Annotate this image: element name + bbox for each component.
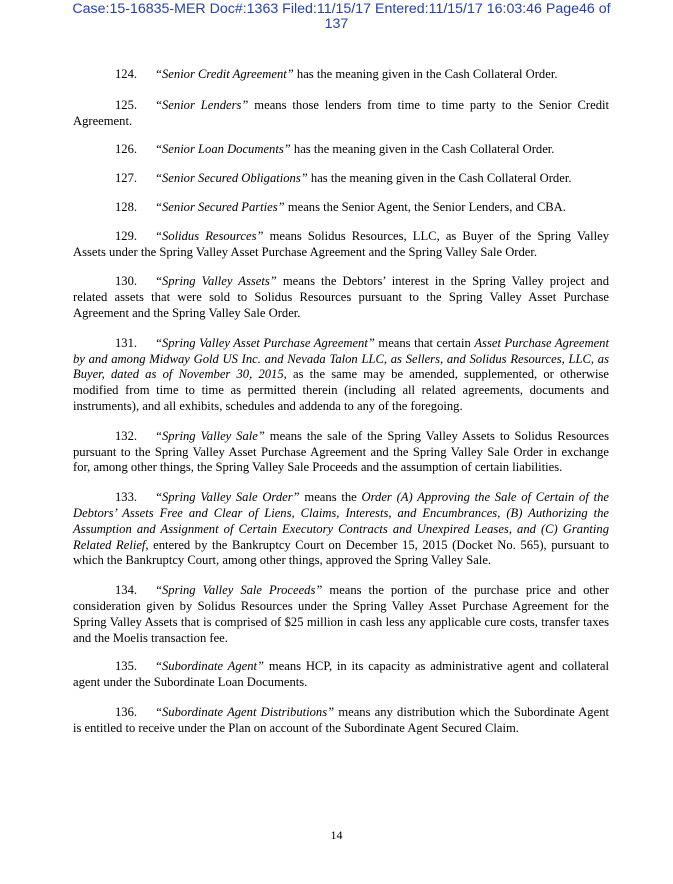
definition-number: 124.: [115, 67, 138, 81]
definition-number: 128.: [115, 199, 138, 214]
definition-number: 135.: [115, 659, 138, 674]
definition-number: 132.: [115, 428, 138, 443]
defined-term: “Senior Secured Parties”: [155, 199, 285, 214]
defined-term: “Subordinate Agent”: [155, 659, 265, 674]
defined-term: “Spring Valley Asset Purchase Agreement”: [155, 335, 375, 350]
defined-term: “Spring Valley Sale Proceeds”: [155, 583, 323, 598]
definition-paragraph: [73, 705, 609, 737]
definition-paragraph: [73, 229, 609, 261]
definition-text: means HCP, in its capacity as administrative agent and collateral agent under the Subordinate Loan Documents.: [73, 659, 610, 690]
definition-paragraph: [73, 171, 609, 187]
definition-number: 125.: [115, 97, 138, 112]
definition-text: means any distribution which the Subordinate Agent is entitled to receive under the Plan on account of the Subordinate Agent Secured Claim.: [73, 704, 609, 735]
definition-number: 133.: [115, 490, 138, 505]
defined-term: “Senior Loan Documents”: [155, 142, 291, 157]
definition-text: means that certain: [374, 335, 475, 350]
definition-paragraph: [73, 659, 609, 691]
definition-paragraph: [73, 142, 609, 158]
definition-paragraph: [73, 583, 609, 646]
definition-number: 131.: [115, 335, 138, 350]
defined-term: “Spring Valley Sale Order”: [155, 490, 300, 505]
definition-paragraph: [73, 67, 609, 83]
italic-title: Asset Purchase Agreement by and among Midway Gold US Inc. and Nevada Talon LLC, as Sellers, and Solidus Resources, LLC, as Buyer, dated as of November 30, 2015: [73, 335, 609, 382]
court-filing-header: [0, 2, 673, 32]
defined-term: “Senior Secured Obligations”: [155, 171, 308, 186]
definition-number: 127.: [115, 171, 138, 186]
defined-term: “Senior Lenders”: [155, 97, 249, 112]
definition-paragraph: [73, 429, 609, 476]
defined-term: “Solidus Resources”: [155, 228, 264, 243]
definition-paragraph: [73, 336, 609, 415]
definition-text: means the Senior Agent, the Senior Lenders, and CBA.: [284, 199, 566, 214]
definition-text: means the: [299, 490, 362, 505]
definition-text: means the portion of the purchase price and other consideration given by Solidus Resources under the Spring Valley Asset Purchase Agreement for the Spring Valley Assets that is comprised of $25 million in cash less any applicable cure costs, transfer taxes and the Moelis transaction fee.: [73, 583, 610, 645]
defined-term: “Senior Credit Agreement”: [155, 67, 294, 81]
definition-paragraph: [73, 274, 609, 321]
page-number: 14: [330, 828, 343, 842]
definition-text: , as the same may be amended, supplemented, or otherwise modified from time to time as permitted therein (including all related agreements, documents and instruments), and all exhibits, schedules and addenda to any of the foregoing.: [73, 367, 609, 413]
definitions-list: [73, 67, 609, 737]
definition-number: 129.: [115, 228, 138, 243]
defined-term: “Subordinate Agent Distributions”: [155, 704, 335, 719]
filing-stamp-line1: Case:15-16835-MER Doc#:1363 Filed:11/15/17 Entered:11/15/17 16:03:46 Page46 of: [72, 1, 611, 17]
definition-text: means those lenders from time to time party to the Senior Credit Agreement.: [73, 97, 609, 128]
definition-text: has the meaning given in the Cash Collateral Order.: [307, 171, 572, 186]
definition-text: means the Debtors’ interest in the Spring Valley project and related assets that were sold to Solidus Resources pursuant to the Spring Valley Asset Purchase Agreement and the Spring Valley Sale Order.: [73, 274, 609, 320]
definition-text: , entered by the Bankruptcy Court on December 15, 2015 (Docket No. 565), pursuant to which the Bankruptcy Court, among other things, approved the Spring Valley Sale.: [73, 537, 610, 568]
definition-number: 126.: [115, 142, 138, 157]
definition-number: 136.: [115, 704, 138, 719]
definition-number: 130.: [115, 274, 138, 289]
defined-term: “Spring Valley Assets”: [155, 274, 277, 289]
filing-stamp-line2: 137: [324, 16, 349, 32]
definition-paragraph: [73, 200, 609, 216]
definition-text: means Solidus Resources, LLC, as Buyer of the Spring Valley Assets under the Spring Valley Asset Purchase Agreement and the Spring Valley Sale Order.: [73, 228, 609, 259]
definition-text: has the meaning given in the Cash Collateral Order.: [293, 67, 558, 81]
definition-paragraph: [73, 490, 609, 569]
definition-number: 134.: [115, 583, 138, 598]
italic-title: Order (A) Approving the Sale of Certain of the Debtors’ Assets Free and Clear of Liens, Claims, Interests, and Encumbrances, (B) Authorizing the Assumption and Assignment of Certain Executory Contracts and Unexpired Leases, and (C) Granting Related Relief: [73, 490, 609, 552]
definition-text: means the sale of the Spring Valley Assets to Solidus Resources pursuant to the Spring Valley Asset Purchase Agreement and the Spring Valley Sale Order in exchange for, among other things, the Spring Valley Sale Proceeds and the assumption of certain liabilities.: [73, 428, 609, 475]
definition-paragraph: [73, 98, 609, 130]
defined-term: “Spring Valley Sale”: [155, 428, 265, 443]
definition-text: has the meaning given in the Cash Collateral Order.: [290, 142, 555, 157]
